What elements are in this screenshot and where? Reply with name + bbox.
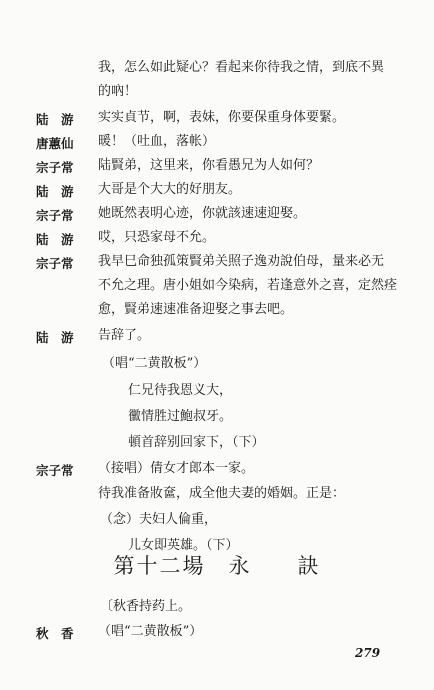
stage-direction: （念）夫妇人倫重，: [100, 512, 218, 527]
verse-line: 頓首辞别回家下，（下）: [128, 435, 265, 450]
speaker-name: 陆 游: [36, 232, 74, 247]
dialogue-line: 告辞了。: [98, 328, 151, 343]
verse-line: 仁兄待我恩义大，: [128, 383, 233, 398]
dialogue-line: （唱“二黄散板”）: [98, 624, 203, 639]
dialogue-line: 暖！（吐血，落帐）: [98, 134, 216, 149]
scene-heading: 第十二場 永 訣: [113, 554, 321, 578]
verse-line: 黴情胜过鮑叔牙。: [128, 409, 233, 424]
speaker-name: 唐蕙仙: [36, 136, 74, 151]
dialogue-line: 大哥是个大大的好朋友。: [98, 182, 242, 197]
text-line: 的吶！: [98, 84, 138, 99]
dialogue-line: 哎，只恐家母不允。: [98, 230, 216, 245]
text-line: 不允之理。唐小姐如今染病，若逢意外之喜，定然痊: [98, 278, 398, 293]
speaker-name: 陆 游: [36, 112, 74, 127]
dialogue-line: 我早巳命独孤策賢弟关照子逸劝說伯母，量来必无: [98, 254, 385, 269]
stage-direction: （唱“二黄散板”）: [102, 356, 207, 371]
text-line: 待我准备妝奩，成全他夫妻的婚姻。正是：: [98, 486, 346, 501]
page-number: 279: [355, 646, 381, 660]
text-line: 我，怎么如此疑心？看起来你待我之情，到底不異: [98, 60, 385, 75]
speaker-name: 宗子常: [36, 160, 74, 175]
dialogue-line: 实实貞节，啊，表妹，你要保重身体要緊。: [98, 110, 346, 125]
speaker-name: 陆 游: [36, 184, 74, 199]
text-line: 愈，賢弟速速准备迎娶之事去吧。: [98, 302, 294, 317]
dialogue-line: 她既然表明心迹，你就該速速迎娶。: [98, 206, 307, 221]
speaker-name: 秋 香: [36, 626, 74, 641]
speaker-name: 陆 游: [36, 330, 74, 345]
stage-direction: 〔秋香持药上。: [100, 599, 192, 614]
speaker-name: 宗子常: [36, 256, 74, 271]
speaker-name: 宗子常: [36, 208, 74, 223]
verse-line: 儿女即英雄。（下）: [128, 538, 239, 553]
dialogue-line: 陆賢弟，这里来，你看愚兄为人如何？: [98, 158, 320, 173]
speaker-name: 宗子常: [36, 463, 74, 478]
dialogue-line: （接唱）倩女才郎本一家。: [98, 461, 255, 476]
